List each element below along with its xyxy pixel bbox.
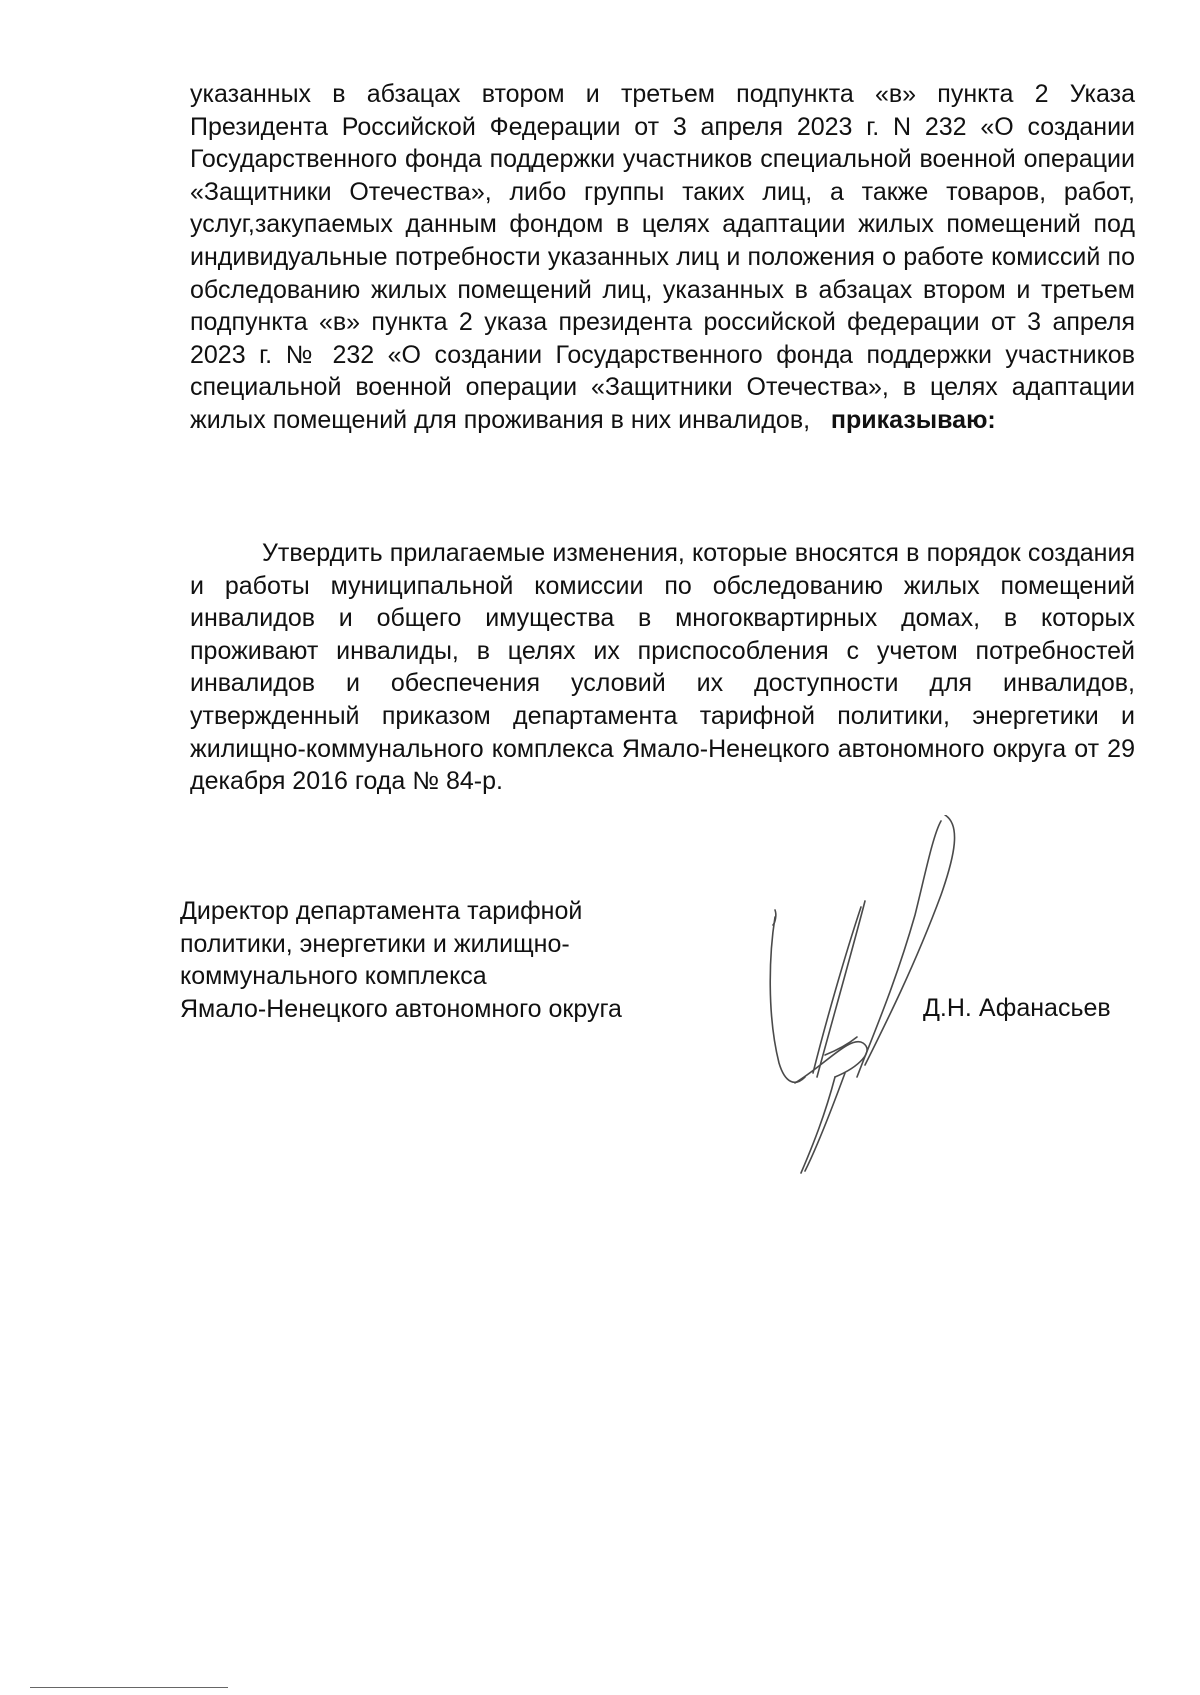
signatory-position-line: Ямало-Ненецкого автономного округа	[180, 994, 622, 1023]
signatory-position-line: политики, энергетики и жилищно-	[180, 929, 570, 958]
signatory-name: Д.Н. Афанасьев	[923, 994, 1111, 1022]
order-paragraph: Утвердить прилагаемые изменения, которые вносятся в порядок создания и работы муниципальной комиссии по обследованию жилых помещений инвалидов и общего имущества в многоквартирных домах, в которых проживают инвалиды, в целях их приспособления с учетом потребностей инвалидов и обеспечения условий их доступности для инвалидов, утвержденный приказом департамента тарифной политики, энергетики и жилищно-коммунального комплекса Ямало-Ненецкого автономного округа от 29 декабря 2016 года № 84-р.	[190, 539, 1135, 796]
signatory-position	[180, 895, 622, 1025]
signatory-position-line: Директор департамента тарифной	[180, 897, 583, 925]
preamble-paragraph	[190, 78, 1135, 437]
signatory-position-line: коммунального комплекса	[180, 962, 487, 991]
preamble-text: указанных в абзацах втором и третьем подпункта «в» пункта 2 Указа Президента Российской Федерации от 3 апреля 2023 г. N 232 «О создании Государственного фонда поддержки участников специальной военной операции «Защитники Отечества», либо группы таких лиц, а также товаров, работ, услуг,закупаемых данным фондом в целях адаптации жилых помещений под индивидуальные потребности указанных лиц и положения о работе комиссий по обследованию жилых помещений лиц, указанных в абзацах втором и третьем подпункта «в» пункта 2 указа президента российской федерации от 3 апреля 2023 г. № 232 «О создании Государственного фонда поддержки участников специальной военной операции «Защитники Отечества», в целях адаптации жилых помещений для проживания в них инвалидов,	[190, 80, 1135, 434]
order-keyword: приказываю:	[830, 405, 996, 434]
footnote-separator	[30, 1687, 228, 1688]
